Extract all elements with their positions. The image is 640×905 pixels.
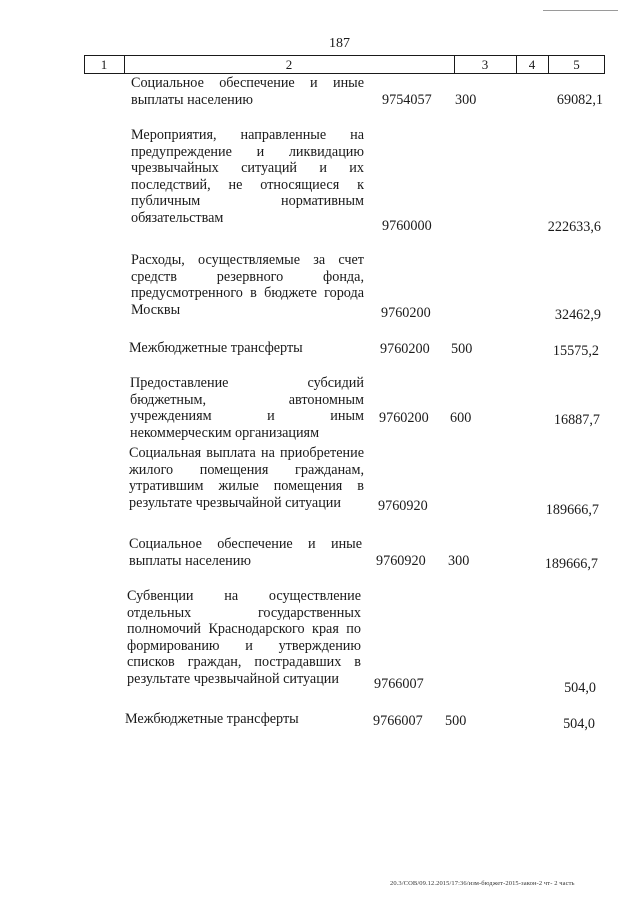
row-type: 500 <box>451 341 473 357</box>
row-code: 9760920 <box>376 553 426 569</box>
row-code: 9760000 <box>382 218 432 234</box>
row-code: 9760200 <box>380 341 430 357</box>
row-amount: 189666,7 <box>544 556 598 572</box>
header-col-3: 3 <box>481 57 489 72</box>
header-col-2: 2 <box>285 57 293 72</box>
row-name: Социальное обеспечение и иные выплаты населению <box>131 75 364 108</box>
row-amount: 222633,6 <box>547 219 601 235</box>
row-amount: 32462,9 <box>554 307 601 323</box>
row-name: Субвенции на осуществление отдельных государственных полномочий Краснодарского края по формированию и утверждению списков граждан, пострадавших в результате чрезвычайной ситуации <box>127 588 361 687</box>
row-name: Мероприятия, направленные на предупреждение и ликвидацию чрезвычайных ситуаций и их последствий, не относящиеся к публичным нормативным обязательствам <box>131 127 364 226</box>
header-col-1: 1 <box>100 57 108 72</box>
row-amount: 504,0 <box>564 680 596 696</box>
row-name: Социальная выплата на приобретение жилого помещения гражданам, утратившим жилые помещения в результате чрезвычайной ситуации <box>129 445 364 511</box>
page-number: 187 <box>329 36 350 51</box>
row-code: 9760920 <box>378 498 428 514</box>
row-name: Предоставление субсидий бюджетным, автономным учреждениям и иным некоммерческим организациям <box>130 375 364 441</box>
row-amount: 189666,7 <box>545 502 599 518</box>
row-name: Социальное обеспечение и иные выплаты населению <box>129 536 362 569</box>
header-col-5: 5 <box>573 57 580 72</box>
row-code: 9766007 <box>373 713 423 729</box>
row-code: 9760200 <box>381 305 431 321</box>
row-amount: 16887,7 <box>553 412 600 428</box>
row-code: 9754057 <box>382 92 432 108</box>
footer-file-reference: 20.3/СОВ/09.12.2015/17:36/изм-бюджет-2015-закон-2 чт- 2 часть <box>390 880 575 887</box>
row-code: 9766007 <box>374 676 424 692</box>
row-name: Межбюджетные трансферты <box>129 340 303 356</box>
row-type: 300 <box>455 92 477 108</box>
row-type: 600 <box>450 410 472 426</box>
row-amount: 504,0 <box>563 716 595 732</box>
row-name: Расходы, осуществляемые за счет средств резервного фонда, предусмотренного в бюджете города Москвы <box>131 252 364 318</box>
row-code: 9760200 <box>379 410 429 426</box>
header-col-4: 4 <box>528 57 536 72</box>
row-type: 500 <box>445 713 467 729</box>
row-amount: 69082,1 <box>556 92 603 108</box>
row-type: 300 <box>448 553 470 569</box>
row-name: Межбюджетные трансферты <box>125 711 299 727</box>
row-amount: 15575,2 <box>552 343 599 359</box>
